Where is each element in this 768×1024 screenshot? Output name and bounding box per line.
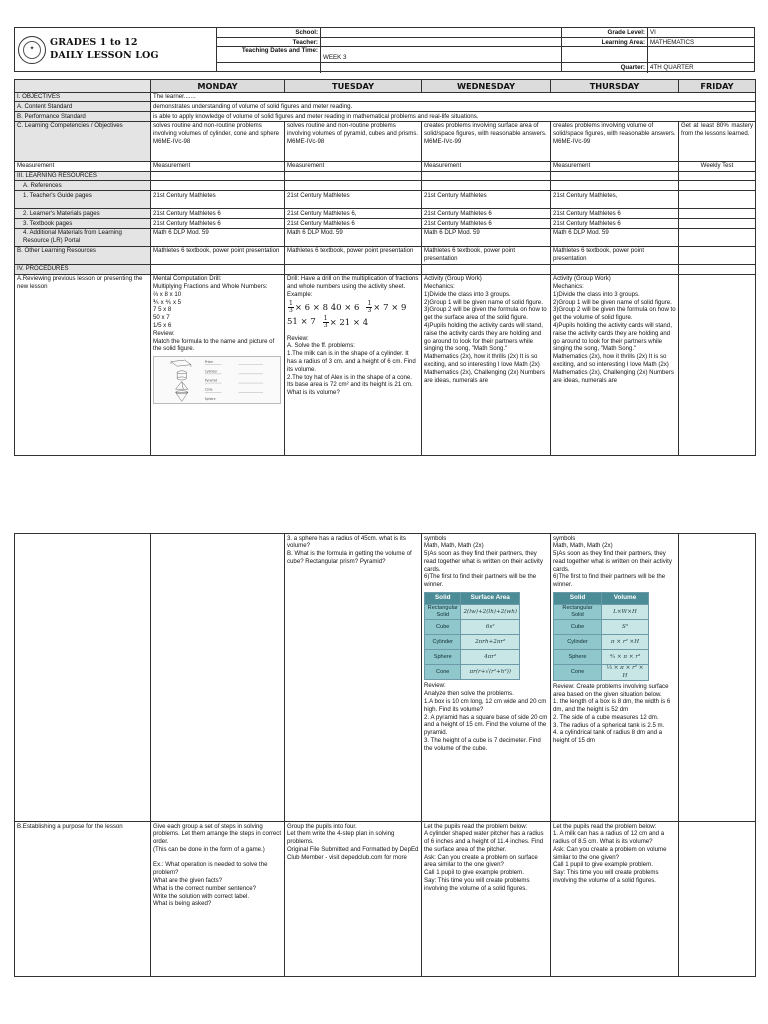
blank-value — [321, 63, 561, 73]
competency-thursday: creates problems involving volume of solid/space figures, with reasonable answers. M6ME-IVc-99 — [551, 121, 679, 161]
additional-materials-label: 4. Additional Materials from Learning Resource (LR) Portal — [15, 228, 151, 246]
tg-thursday: 21st Century Mathletes, — [551, 191, 679, 209]
shape-label-cylinder: Cylinder — [204, 369, 218, 374]
procedure-a-wednesday: Activity (Group Work) Mechanics: 1)Divide the class into 3 groups. 2)Group 1 will be given name of solid figure. 3)Group 2 will be given the formula on how to get the surface area of the solid figure. 4)Pupils holding the activity cards will stand, raise the activity cards they are holding and go around to look for their partners while singing the song, "Math Song." Mathematics (2x), how it thrills (2x) It is so exciting, and so interesting I love Math (2x) Mathematics (2x), Challenging (2x) Numbers are ideas, numerals are — [422, 274, 551, 455]
surface-row-formula: 2πrh+2πr² — [461, 635, 520, 650]
learners-materials-label: 2. Learner's Materials pages — [15, 209, 151, 219]
drill-math-row-1: $\frac{1}{3}$ × 6 × 8 40 × 6 $\frac{1}{3}$ × 7 × 9 — [289, 299, 407, 314]
quarter-label: Quarter: — [562, 63, 648, 73]
dates-label: Teaching Dates and Time: — [217, 47, 321, 63]
procedure-b-tuesday: Group the pupils into four. Let them write the 4-step plan in solving problems. Original File Submitted and Formatted by DepEd Club Member - visit depedclub.com for more — [285, 822, 422, 977]
shape-label-pyramid: Pyramid — [204, 378, 218, 383]
header-block — [14, 27, 755, 72]
day-header-monday: MONDAY — [151, 80, 285, 93]
drill-tuesday-intro: Drill: Have a drill on the multiplication of fractions and whole numbers using the activity sheet. Example: — [287, 275, 419, 298]
content-monday: Measurement — [151, 161, 285, 171]
quarter-blank-value — [648, 47, 754, 63]
other-wednesday: Mathletes 6 textbook, power point presentation — [422, 246, 551, 264]
procedure-b-thursday: Let the pupils read the problem below: 1. A milk can has a radius of 12 cm and a radius of 8.5 cm. What is its volume? Ask: Can you create a problem on volume similar to the one given? Call 1 pupil to give example problem. Say: This time you will create problems involving the volume of a solid figures. — [551, 822, 679, 977]
header-school-fields — [217, 28, 562, 71]
volume-row-label: Cone — [554, 665, 602, 680]
header-grade-fields — [562, 28, 754, 71]
surface-row-label: Rectangular Solid — [425, 605, 461, 620]
title-line-1: GRADES 1 to 12 — [50, 36, 138, 48]
lesson-log-table — [14, 79, 756, 456]
add-monday: Math 6 DLP Mod. 59 — [151, 228, 285, 246]
day-header-friday: FRIDAY — [679, 80, 756, 93]
add-thursday: Math 6 DLP Mod. 59 — [551, 228, 679, 246]
volume-row-label: Cube — [554, 620, 602, 635]
volume-row-formula: ⁴⁄₃ × π × r³ — [602, 650, 649, 665]
deped-seal-icon: ✦ — [18, 36, 46, 64]
tb-tuesday: 21st Century Mathletes 6 — [285, 219, 422, 229]
procedure-b-label: B.Establishing a purpose for the lesson — [15, 822, 151, 977]
pyramid-figure — [176, 382, 188, 390]
procedure-a-monday — [151, 274, 285, 455]
lm-thursday: 21st Century Mathletes 6 — [551, 209, 679, 219]
volume-row-formula: L×W×H — [602, 605, 649, 620]
shape-label-prism: Prism — [204, 360, 214, 365]
volume-row-label: Cylinder — [554, 635, 602, 650]
tb-thursday: 21st Century Mathletes 6 — [551, 219, 679, 229]
procedure-a-tuesday — [285, 274, 422, 455]
competency-wednesday: creates problems involving surface area of solid/space figures, with reasonable answers. M6ME-IVc-99 — [422, 121, 551, 161]
lesson-log-table-continued — [14, 533, 756, 977]
continued-thursday — [551, 534, 679, 822]
surface-row-formula: 6s² — [461, 620, 520, 635]
add-tuesday: Math 6 DLP Mod. 59 — [285, 228, 422, 246]
surface-row-formula: 2(lw)+2(lh)+2(wh) — [461, 605, 520, 620]
teacher-label: Teacher: — [217, 38, 321, 48]
performance-standard-text: is able to apply knowledge of volume of solid figures and meter reading in mathematical problems and real-life situations. — [151, 112, 756, 122]
drill-math-row-2: 51 × 7 $\frac{1}{3}$ × 21 × 4 — [287, 314, 369, 329]
procedure-b-wednesday: Let the pupils read the problem below: A cylinder shaped water pitcher has a radius of 6 inches and a height of 11.4 inches. Find the surface area of the pitcher. Ask: Can you create a problem on surface area similar to the one given? Call 1 pupil to give example problem. Say: This time you will create problems involving the volume of a solid figures. — [422, 822, 551, 977]
shape-label-cone: Cone — [204, 387, 213, 392]
lm-tuesday: 21st Century Mathletes 6, — [285, 209, 422, 219]
content-row-label: Measurement — [15, 161, 151, 171]
surface-row-label: Cone — [425, 665, 461, 680]
competency-tuesday: solves routine and non-routine problems involving volumes of pyramid, cubes and prisms. M6ME-IVc-98 — [285, 121, 422, 161]
corner-cell — [15, 80, 151, 93]
procedure-a-friday — [679, 274, 756, 455]
procedure-a-label: A.Reviewing previous lesson or presenting the new lesson — [15, 274, 151, 455]
surface-row-label: Cube — [425, 620, 461, 635]
surface-table-head-solid: Solid — [425, 593, 461, 605]
volume-row-formula: ⅓ × π × r² × H — [602, 665, 649, 680]
other-thursday: Mathletes 6 textbook, power point presentation — [551, 246, 679, 264]
continued-label-cell — [15, 534, 151, 822]
content-wednesday: Measurement — [422, 161, 551, 171]
cone-figure — [176, 391, 188, 402]
grade-value[interactable]: VI — [648, 28, 754, 38]
lm-monday: 21st Century Mathletes 6 — [151, 209, 285, 219]
tg-monday: 21st Century Mathletes — [151, 191, 285, 209]
performance-standard-label: B. Performance Standard — [15, 112, 151, 122]
volume-formula-table — [553, 592, 649, 681]
objectives-heading: I. OBJECTIVES — [15, 92, 151, 102]
other-tuesday: Mathletes 6 textbook, power point presentation — [285, 246, 422, 264]
content-standard-text: demonstrates understanding of volume of solid figures and meter reading. — [151, 102, 756, 112]
learner-text: The learner....... — [151, 92, 756, 102]
thursday-review-text: Review: Create problems involving surface area based on the given situation below. 1. the length of a box is 8 dm, the width is 6 dm, and the height is 52 dm 2. The side of a cube measures 12 dm. 3. The radius of a spherical tank is 2.5 m. 4. a cylindrical tank of radius 8 dm and a height of 15 dm — [553, 682, 671, 745]
content-thursday: Measurement — [551, 161, 679, 171]
continued-monday — [151, 534, 285, 822]
content-standard-label: A. Content Standard — [15, 102, 151, 112]
school-label: School: — [217, 28, 321, 38]
volume-table-head-formula: Volume — [602, 593, 649, 605]
volume-row-formula: π × r² ×H — [602, 635, 649, 650]
other-friday — [679, 246, 756, 264]
volume-row-label: Rectangular Solid — [554, 605, 602, 620]
procedure-b-monday: Give each group a set of steps in solving problems. Let them arrange the steps in correct order. (This can be done in the form of a game.) Ex.: What operation is needed to solve the problem? What are the given facts? What is the correct number sentence? Write the solution with correct label. What is being asked? — [151, 822, 285, 977]
surface-row-label: Sphere — [425, 650, 461, 665]
quarter-value[interactable]: 4TH QUARTER — [650, 64, 694, 71]
drill-monday-text: Mental Computation Drill: Multiplying Fractions and Whole Numbers: ⅔ x 8 x 10 ⅗ x ⅘ x 5 7 5 x 8 50 x 7 1/5 x 6 Review: Match the formula to the name and picture of the solid figure. — [153, 275, 275, 353]
cylinder-figure — [177, 371, 186, 380]
competency-monday: solves routine and non-routine problems involving volumes of cylinder, cone and sphere M6ME-IVc-98 — [151, 121, 285, 161]
teacher-value[interactable] — [321, 38, 561, 48]
tg-wednesday: 21st Century Mathletes — [422, 191, 551, 209]
competency-label: C. Learning Competencies / Objectives — [15, 121, 151, 161]
surface-row-label: Cylinder — [425, 635, 461, 650]
quarter-blank-label — [562, 47, 648, 63]
surface-row-formula: 4πr² — [461, 650, 520, 665]
day-header-tuesday: TUESDAY — [285, 80, 422, 93]
dates-value[interactable]: WEEK 3 — [321, 47, 561, 63]
other-resources-label: B. Other Learning Resources — [15, 246, 151, 264]
other-monday: Mathletes 6 textbook, power point presentation — [151, 246, 285, 264]
procedure-a-thursday: Activity (Group Work) Mechanics: 1)Divide the class into 3 groups. 2)Group 1 will be given name of solid figure. 3)Group 2 will be given the formula on how to get the volume of solid figure. 4)Pupils holding the activity cards will stand, raise the activity cards they are holding and go around to look for their partners while singing the song, "Math Song." Mathematics (2x), how it thrills (2x) It is so exciting, and so interesting I love Math (2x) Mathematics (2x), Challenging (2x) Numbers are ideas, numerals are — [551, 274, 679, 455]
prism-figure — [171, 360, 191, 367]
wednesday-review-text: Review: Analyze then solve the problems. 1.A box is 10 cm long, 12 cm wide and 20 cm high. Find its volume? 2. A pyramid has a square base of side 20 cm and a height of 15 cm. Find the volume of the pyramid. 3. The height of a cube is 7 decimeter. Find the volume of the cube. — [424, 682, 548, 752]
area-label: Learning Area: — [562, 38, 648, 48]
tb-monday: 21st Century Mathletes 6 — [151, 219, 285, 229]
textbook-label: 3. Textbook pages — [15, 219, 151, 229]
blank-label — [217, 63, 321, 73]
continued-tuesday: 3. a sphere has a radius of 45cm. what is its volume? B. What is the formula in getting the volume of cube? Rectangular prism? Pyramid? — [285, 534, 422, 822]
school-value[interactable] — [321, 28, 561, 38]
volume-table-head-solid: Solid — [554, 593, 602, 605]
lm-wednesday: 21st Century Mathletes 6 — [422, 209, 551, 219]
wednesday-activity-continued: symbols Math, Math, Math (2x) 5)As soon as they find their partners, they read together what is written on their activity cards. 6)The first to find their partners will be the winner. — [424, 534, 543, 589]
volume-row-formula: S³ — [602, 620, 649, 635]
grade-label: Grade Level: — [562, 28, 648, 38]
title-line-2: DAILY LESSON LOG — [50, 49, 159, 61]
lm-friday — [679, 209, 756, 219]
day-header-thursday: THURSDAY — [551, 80, 679, 93]
header-title-cell — [15, 28, 217, 71]
continued-wednesday — [422, 534, 551, 822]
add-friday — [679, 228, 756, 246]
procedure-b-friday — [679, 822, 756, 977]
surface-row-formula: πr(r+√(r²+h²)) — [461, 665, 520, 680]
tb-friday — [679, 219, 756, 229]
procedures-heading: IV. PROCEDURES — [15, 264, 151, 274]
tg-tuesday: 21st Century Mathletes — [285, 191, 422, 209]
solid-figures-matching-image — [153, 356, 281, 404]
competency-friday: Get at least 80% mastery from the lessons learned. — [679, 121, 756, 161]
area-value[interactable]: MATHEMATICS — [648, 38, 754, 48]
references-label: A. References — [15, 181, 151, 191]
volume-row-label: Sphere — [554, 650, 602, 665]
review-tuesday-text: Review: A. Solve the ff. problems: 1.The milk can is in the shape of a cylinder. It has a radius of 3 cm. and a height of 6 cm. Find its volume. 2.The toy hat of Alex is in the shape of a cone. Its base area is 72 cm² and its height is 21 cm. What is its volume? — [287, 334, 416, 397]
thursday-activity-continued: symbols Math, Math, Math (2x) 5)As soon as they find their partners, they read together what is written on their activity cards. 6)The first to find their partners will be the winner. — [553, 534, 672, 589]
teachers-guide-label: 1. Teacher's Guide pages — [15, 191, 151, 209]
surface-table-head-formula: Surface Area — [461, 593, 520, 605]
resources-heading: III. LEARNING RESOURCES — [15, 171, 151, 181]
day-header-wednesday: WEDNESDAY — [422, 80, 551, 93]
tg-friday — [679, 191, 756, 209]
tb-wednesday: 21st Century Mathletes 6 — [422, 219, 551, 229]
continued-friday — [679, 534, 756, 822]
content-friday: Weekly Test — [679, 161, 756, 171]
surface-area-formula-table — [424, 592, 520, 680]
add-wednesday: Math 6 DLP Mod. 59 — [422, 228, 551, 246]
content-tuesday: Measurement — [285, 161, 422, 171]
shape-label-sphere: Sphere — [204, 397, 216, 402]
